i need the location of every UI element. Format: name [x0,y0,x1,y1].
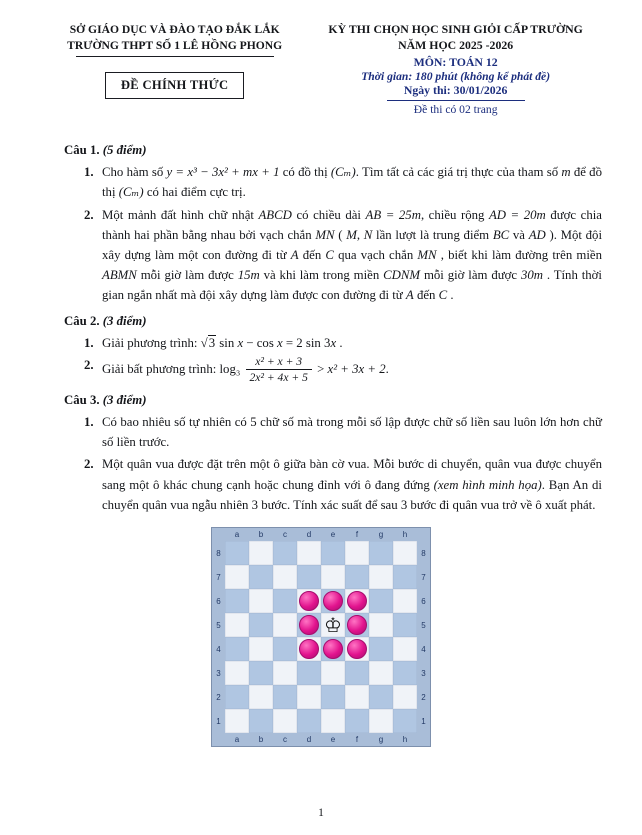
exam-date-line: Ngày thi: 30/01/2026 [403,82,508,97]
square-a6 [225,589,249,613]
section-points: (3 điểm) [102,392,147,407]
square-c5 [273,613,297,637]
square-f8 [345,541,369,565]
pages-note: Đề thi có 02 trang [413,102,498,116]
rank-label-left-5: 5 [216,620,221,630]
section-name: Câu 3. [64,392,103,407]
text-run: . [336,335,343,350]
square-g8 [369,541,393,565]
king-icon: ♔ [324,613,342,637]
text-run: sin [216,335,238,350]
question-item-2-1 [64,333,602,353]
math-inline: x [330,335,337,350]
square-d6 [297,589,321,613]
text-run: và khi làm trong miền [259,268,384,283]
text-run: > [313,361,328,376]
square-d4 [297,637,321,661]
move-dot-e4 [323,639,343,659]
rank-label-left-8: 8 [216,548,221,558]
square-a4 [225,637,249,661]
file-label-top-b: b [258,530,264,539]
header-right-rule [387,100,525,101]
item-text [102,355,602,385]
radicand: 3 [208,335,216,350]
text-run: mỗi giờ làm được [136,268,238,283]
file-label-top-e: e [330,530,336,539]
text-run: có hai điểm cực trị. [143,185,246,200]
section-title [64,390,602,410]
square-b7 [249,565,273,589]
math-inline: x [277,335,283,350]
square-e3 [321,661,345,685]
rank-label-left-2: 2 [216,692,221,702]
item-text [102,162,602,202]
file-label-bottom-g: g [378,735,384,744]
file-label-top-d: d [306,530,312,539]
square-g7 [369,565,393,589]
text-run: Có bao nhiêu số tự nhiên có 5 chữ số mà trong mỗi số lập được chữ số liền sau luôn lớn hơn chữ số liền trước. [102,414,602,450]
file-label-top-c: c [283,530,287,539]
radical-sign: √ [200,335,208,350]
square-e8 [321,541,345,565]
rank-label-right-6: 6 [421,596,426,606]
math-inline: AD = 20m [488,207,546,222]
move-dot-d6 [299,591,319,611]
square-a5 [225,613,249,637]
square-c1 [273,709,297,733]
rank-label-left-1: 1 [216,716,221,726]
question-item-3-2 [64,454,602,515]
square-d2 [297,685,321,709]
move-dot-f6 [347,591,367,611]
square-c2 [273,685,297,709]
text-run: có chiều dài [291,207,366,222]
item-number: 2. [84,207,94,222]
board-corner [417,528,430,541]
item-number: 1. [84,165,94,180]
file-label-top-a: a [234,530,240,539]
text-run: đến [413,288,439,303]
item-text [102,412,602,452]
square-e4 [321,637,345,661]
text-run: Giải bất phương trình: log₃ [102,361,244,376]
question-item-2-2 [64,355,602,385]
text-run: có đồ thị [279,165,331,180]
square-b1 [249,709,273,733]
department-name: SỞ GIÁO DỤC VÀ ĐÀO TẠO ĐẮK LẮK [69,23,280,36]
square-g2 [369,685,393,709]
item-number: 1. [84,414,94,429]
square-e1 [321,709,345,733]
math-inline: (Cₘ) [330,165,356,180]
math-inline: ABCD [258,207,292,222]
square-b5 [249,613,273,637]
square-h8 [393,541,417,565]
rank-label-right-8: 8 [421,548,426,558]
subject-line: MÔN: TOÁN 12 [413,54,498,69]
section-points: (3 điểm) [102,313,147,328]
square-h3 [393,661,417,685]
math-inline: M [346,227,357,242]
official-box-wrap [40,57,309,99]
text-run: ). Một đội xây dựng làm một con đường đi từ [102,227,602,262]
math-inline: m [561,165,571,180]
section-1 [64,140,602,306]
text-run: Cho hàm số [102,165,167,180]
rank-label-right-7: 7 [421,572,426,582]
questions [40,140,602,515]
move-dot-d4 [299,639,319,659]
text-run: ( [334,227,347,242]
math-inline: MN [417,247,437,262]
square-g1 [369,709,393,733]
text-run: . [447,288,454,303]
section-2 [64,311,602,385]
file-label-bottom-f: f [355,735,359,744]
item-text [102,454,602,515]
item-number: 1. [84,335,94,350]
board-corner [212,733,225,746]
math-inline: ABMN [102,268,137,283]
square-c7 [273,565,297,589]
square-f5 [345,613,369,637]
text-run: Một quân vua được đặt trên một ô giữa bàn cờ vua. Mỗi bước di chuyển, quân vua được chuyển sang một ô khác chung cạnh hoặc chung đỉnh với ô đang đứng [102,457,602,492]
school-year: NĂM HỌC 2025 -2026 [398,37,514,52]
math-inline: N [363,227,373,242]
rank-label-right-4: 4 [421,644,426,654]
math-inline: y = x³ − 3x² + mx + 1 [166,165,280,180]
text-run: lần lượt là trung điểm [372,227,493,242]
section-title [64,311,602,331]
file-label-bottom-c: c [283,735,287,744]
square-a2 [225,685,249,709]
text-run: − cos [243,335,277,350]
rank-label-left-6: 6 [216,596,221,606]
math-inline: A [405,288,414,303]
square-h2 [393,685,417,709]
text-run: = 2 sin 3 [282,335,331,350]
square-h5 [393,613,417,637]
square-e6 [321,589,345,613]
text-run: đến [298,247,326,262]
duration-line: Thời gian: 180 phút (không kể phát đề) [361,69,551,83]
header-right [309,22,602,116]
square-c8 [273,541,297,565]
fraction-denominator: 2x² + 4x + 5 [249,371,308,385]
square-e2 [321,685,345,709]
page-number: 1 [318,807,324,819]
square-d5 [297,613,321,637]
square-a7 [225,565,249,589]
square-a3 [225,661,249,685]
chessboard [211,527,431,747]
square-g5 [369,613,393,637]
square-f4 [345,637,369,661]
square-e7 [321,565,345,589]
square-g3 [369,661,393,685]
move-dot-f4 [347,639,367,659]
section-title [64,140,602,160]
square-c6 [273,589,297,613]
math-inline: BC [492,227,510,242]
section-name: Câu 2. [64,313,103,328]
square-f1 [345,709,369,733]
text-run: , biết khi làm đường trên miền [436,247,602,262]
math-fraction [246,355,312,385]
square-h1 [393,709,417,733]
move-dot-d5 [299,615,319,635]
question-item-3-1 [64,412,602,452]
text-run: . [385,361,389,376]
header-left [40,22,309,99]
item-number: 2. [84,457,94,472]
chessboard-figure [40,527,602,747]
square-f6 [345,589,369,613]
file-label-top-g: g [378,530,384,539]
square-d3 [297,661,321,685]
square-d8 [297,541,321,565]
move-dot-e6 [323,591,343,611]
math-inline: AD [528,227,546,242]
math-sqrt [201,335,216,350]
math-inline: (Cₘ) [118,185,144,200]
square-a8 [225,541,249,565]
section-3 [64,390,602,515]
square-a1 [225,709,249,733]
square-f7 [345,565,369,589]
math-inline: MN [315,227,335,242]
move-dot-f5 [347,615,367,635]
item-number: 2. [84,358,94,373]
math-inline: 15m [237,268,260,283]
square-b8 [249,541,273,565]
file-label-top-h: h [402,530,408,539]
square-h7 [393,565,417,589]
question-item-1-1 [64,162,602,202]
official-exam-label: ĐỀ CHÍNH THỨC [105,72,244,99]
board-corner [417,733,430,746]
rank-label-left-7: 7 [216,572,221,582]
text-run: . Bạn An di chuyển quân vua ngẫu nhiên 3 bước. Tính xác suất để sau 3 bước đi quân vua trở về ô xuất phát. [102,477,602,512]
math-inline: x [237,335,244,350]
square-b3 [249,661,273,685]
square-e5 [321,613,345,637]
text-run: . Tìm tất cả các giá trị thực của tham số [355,165,562,180]
file-label-bottom-b: b [258,735,264,744]
school-name: TRƯỜNG THPT SỐ 1 LÊ HỒNG PHONG [67,38,283,52]
text-run: Giải phương trình: [102,335,201,350]
item-text [102,333,602,353]
text-run: , chiều rộng [420,207,489,222]
item-text [102,205,602,306]
rank-label-right-2: 2 [421,692,426,702]
square-h6 [393,589,417,613]
exam-title: KỲ THI CHỌN HỌC SINH GIỎI CẤP TRƯỜNG [328,22,583,36]
square-f2 [345,685,369,709]
math-inline: A [290,247,299,262]
fraction-numerator: x² + x + 3 [246,355,312,370]
square-c3 [273,661,297,685]
text-run: được chia thành hai phần bằng nhau bởi vạch chắn [102,207,602,242]
math-inline: C [438,288,448,303]
text-run: mỗi giờ làm được [420,268,521,283]
square-g4 [369,637,393,661]
rank-label-left-4: 4 [216,644,221,654]
math-inline: x² + 3x + 2 [327,361,386,376]
text-run: , [356,227,364,242]
square-b6 [249,589,273,613]
text-run: Một mảnh đất hình chữ nhật [102,207,259,222]
file-label-bottom-h: h [402,735,408,744]
text-run: để đồ thị [102,165,602,200]
section-points: (5 điểm) [102,142,147,157]
rank-label-right-1: 1 [421,716,426,726]
rank-label-left-3: 3 [216,668,221,678]
math-inline: CDNM [383,268,421,283]
rank-label-right-3: 3 [421,668,426,678]
square-c4 [273,637,297,661]
rank-label-right-5: 5 [421,620,426,630]
square-g6 [369,589,393,613]
math-inline: C [325,247,334,262]
text-run: và [509,227,529,242]
square-d7 [297,565,321,589]
section-name: Câu 1. [64,142,103,157]
math-inline: AB = 25m [365,207,421,222]
square-b4 [249,637,273,661]
file-label-top-f: f [355,530,359,539]
question-item-1-2 [64,205,602,306]
text-run: qua vạch chắn [333,247,418,262]
math-inline: 30m [520,268,544,283]
text-run: (xem hình minh họa) [433,477,542,492]
square-d1 [297,709,321,733]
square-h4 [393,637,417,661]
board-corner [212,528,225,541]
square-b2 [249,685,273,709]
square-f3 [345,661,369,685]
file-label-bottom-a: a [234,735,240,744]
text-run: . Tính thời gian ngắn nhất mà đội xây dựng làm được con đường đi từ [102,268,602,303]
header [40,22,602,116]
file-label-bottom-d: d [306,735,312,744]
file-label-bottom-e: e [330,735,336,744]
